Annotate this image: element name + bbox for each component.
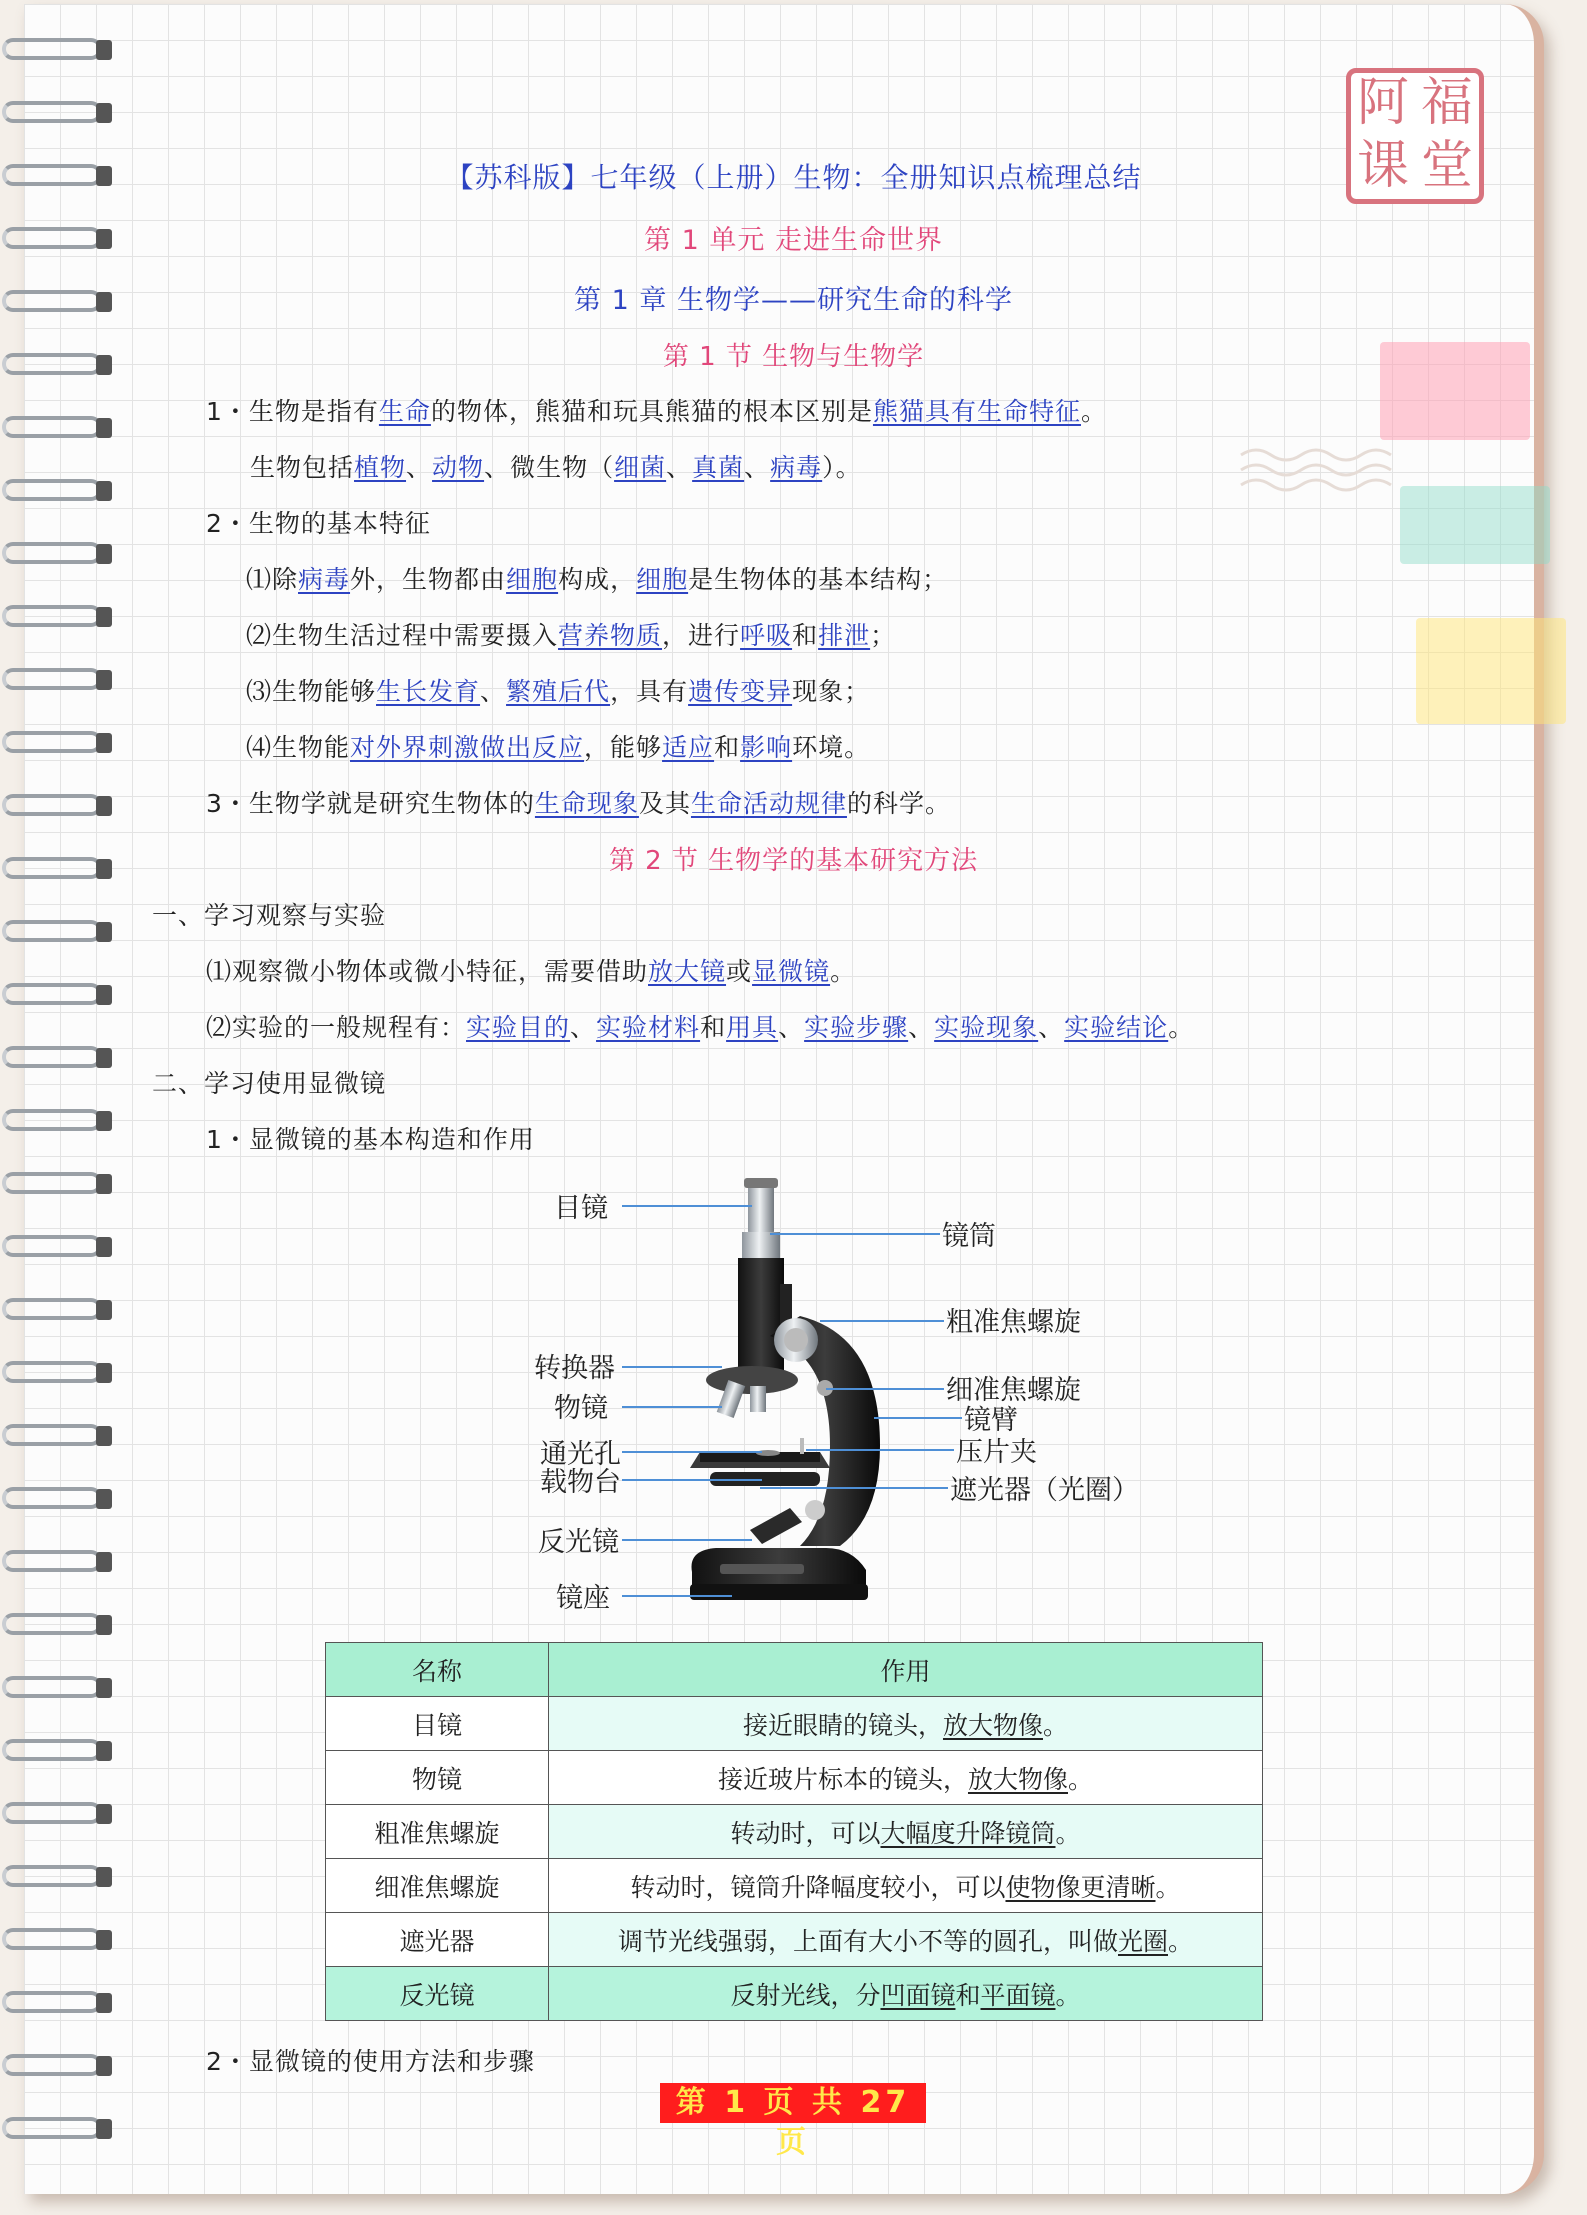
section-2-title: 第 2 节 生物学的基本研究方法: [608, 846, 979, 876]
point-2-heading: 2・生物的基本特征: [206, 509, 431, 538]
binding-ring: [0, 1983, 118, 2027]
experiment-steps: ⑵实验的一般规程有：实验目的、实验材料和用具、实验步骤、实验现象、实验结论。: [206, 1013, 1195, 1042]
table-header-row: [326, 1643, 1263, 1697]
part-name: 目镜: [326, 1697, 549, 1751]
binding-ring: [0, 660, 118, 704]
leader-line: [874, 1417, 962, 1419]
label-aperture: 通光孔: [540, 1439, 621, 1470]
binding-ring: [0, 1542, 118, 1586]
part-name: 物镜: [326, 1751, 549, 1805]
label-fine-focus: 细准焦螺旋: [946, 1375, 1081, 1406]
label-coarse-focus: 粗准焦螺旋: [946, 1307, 1081, 1338]
label-nosepiece: 转换器: [534, 1353, 615, 1384]
binding-ring: [0, 1227, 118, 1271]
binding-ring: [0, 1290, 118, 1334]
leader-line: [622, 1595, 732, 1597]
binding-ring: [0, 975, 118, 1019]
point-3: 3・生物学就是研究生物体的生命现象及其生命活动规律的科学。: [206, 789, 951, 818]
part-function: 反射光线，分凹面镜和平面镜。: [549, 1967, 1263, 2021]
leader-line: [622, 1205, 752, 1207]
leader-line: [622, 1451, 762, 1453]
chapter-title: 第 1 章 生物学——研究生命的科学: [574, 285, 1013, 316]
part-name: 遮光器: [326, 1913, 549, 1967]
label-clip: 压片夹: [956, 1437, 1037, 1468]
leader-line: [622, 1406, 722, 1408]
label-arm: 镜臂: [964, 1405, 1018, 1436]
label-tube: 镜筒: [942, 1221, 996, 1252]
binding-ring: [0, 1605, 118, 1649]
leader-line: [806, 1449, 954, 1451]
unit-title: 第 1 单元 走进生命世界: [644, 225, 943, 256]
binding-ring: [0, 93, 118, 137]
wavy-decoration: [1236, 440, 1396, 500]
binding-ring: [0, 30, 118, 74]
part-function: 接近玻片标本的镜头，放大物像。: [549, 1751, 1263, 1805]
yellow-tab: [1416, 618, 1566, 724]
table-row: [326, 1805, 1263, 1859]
binding-ring: [0, 471, 118, 515]
label-objective: 物镜: [554, 1393, 608, 1424]
leader-line: [826, 1388, 944, 1390]
binding-ring: [0, 1038, 118, 1082]
feature-1: ⑴除病毒外，生物都由细胞构成，细胞是生物体的基本结构；: [246, 565, 949, 594]
binding-ring: [0, 1731, 118, 1775]
binding-ring: [0, 534, 118, 578]
label-base: 镜座: [556, 1583, 610, 1614]
label-mirror: 反光镜: [538, 1527, 619, 1558]
point-1: 1・生物是指有生命的物体，熊猫和玩具熊猫的根本区别是熊猫具有生命特征。: [206, 397, 1107, 426]
label-stage: 载物台: [540, 1467, 621, 1498]
binding-ring: [0, 1857, 118, 1901]
leader-line: [820, 1320, 944, 1322]
binding-ring: [0, 1920, 118, 1964]
leader-line: [760, 1487, 948, 1489]
column-header: 名称: [326, 1643, 549, 1697]
feature-2: ⑵生物生活过程中需要摄入营养物质，进行呼吸和排泄；: [246, 621, 897, 650]
part-function: 转动时，可以大幅度升降镜筒。: [549, 1805, 1263, 1859]
microscope-illustration: [640, 1170, 890, 1615]
binding-ring: [0, 1479, 118, 1523]
part-name: 粗准焦螺旋: [326, 1805, 549, 1859]
feature-4: ⑷生物能对外界刺激做出反应，能够适应和影响环境。: [246, 733, 871, 762]
leader-line: [622, 1366, 722, 1368]
label-diaphragm: 遮光器（光圈）: [950, 1475, 1139, 1506]
stamp-char: 课: [1356, 136, 1409, 196]
observation-tools: ⑴观察微小物体或微小特征，需要借助放大镜或显微镜。: [206, 957, 857, 986]
label-eyepiece: 目镜: [554, 1193, 608, 1224]
binding-ring: [0, 2046, 118, 2090]
teal-tab: [1400, 486, 1550, 564]
binding-ring: [0, 1794, 118, 1838]
leader-line: [770, 1233, 940, 1235]
table-row: [326, 1751, 1263, 1805]
leader-line: [622, 1539, 752, 1541]
stamp-char: 福: [1420, 73, 1473, 133]
binding-ring: [0, 2109, 118, 2153]
stamp-char: 阿: [1356, 73, 1409, 133]
binding-ring: [0, 408, 118, 452]
binding-ring: [0, 1416, 118, 1460]
binding-ring: [0, 1164, 118, 1208]
heading-microscope: 二、学习使用显微镜: [152, 1069, 387, 1098]
binding-ring: [0, 1353, 118, 1397]
part-function: 接近眼睛的镜头，放大物像。: [549, 1697, 1263, 1751]
table-row: [326, 1859, 1263, 1913]
binding-ring: [0, 912, 118, 956]
document-title: 【苏科版】七年级（上册）生物：全册知识点梳理总结: [445, 161, 1142, 194]
stamp-char: 堂: [1420, 136, 1473, 196]
part-function: 调节光线强弱，上面有大小不等的圆孔，叫做光圈。: [549, 1913, 1263, 1967]
part-name: 反光镜: [326, 1967, 549, 2021]
microscope-usage-heading: 2・显微镜的使用方法和步骤: [206, 2047, 535, 2076]
feature-3: ⑶生物能够生长发育、繁殖后代，具有遗传变异现象；: [246, 677, 871, 706]
section-title: 第 1 节 生物与生物学: [662, 342, 925, 372]
heading-observation: 一、学习观察与实验: [152, 901, 387, 930]
point-1-organisms: 生物包括植物、动物、微生物（细菌、真菌、病毒）。: [250, 453, 862, 482]
table-row: [326, 1697, 1263, 1751]
column-header: 作用: [549, 1643, 1263, 1697]
binding-ring: [0, 723, 118, 767]
binding-ring: [0, 597, 118, 641]
microscope-parts-table: [325, 1642, 1263, 2021]
microscope-structure-heading: 1・显微镜的基本构造和作用: [206, 1125, 535, 1154]
part-function: 转动时，镜筒升降幅度较小，可以使物像更清晰。: [549, 1859, 1263, 1913]
part-name: 细准焦螺旋: [326, 1859, 549, 1913]
binding-ring: [0, 1101, 118, 1145]
page-indicator: 第 1 页 共 27 页: [660, 2083, 926, 2123]
table-row: [326, 1967, 1263, 2021]
binding-ring: [0, 1668, 118, 1712]
leader-line: [622, 1479, 762, 1481]
binding-ring: [0, 786, 118, 830]
table-row: [326, 1913, 1263, 1967]
